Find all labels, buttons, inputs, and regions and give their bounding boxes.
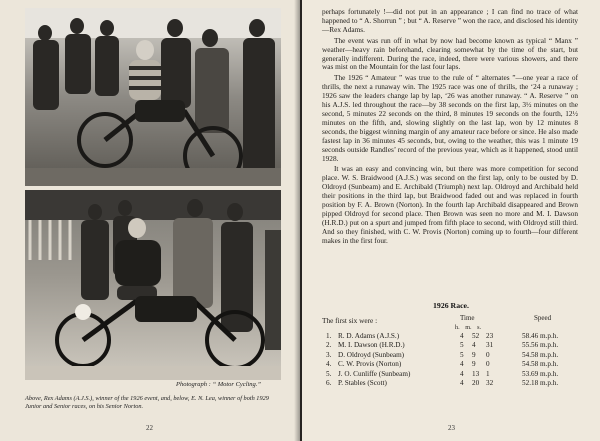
result-speed: 54.58 m.p.h. xyxy=(522,360,559,369)
result-seconds: 0 xyxy=(486,360,490,369)
paragraph-4: It was an easy and convincing win, but there was more competition for second place. W. S. Braidwood (A.J.S.) was second on the first lap, only to be ousted by D. Oldroyd (Sunbeam) and E. Archibald (Triumph) next lap. Oldroyd and Archibald held their positions in the third lap, but Braidwood faded out and was replaced in fourth position by F. A. Brown (Norton). In the fourth lap Archibald disappeared and Brown pipped Oldroyd for second place. Then Brown was seen no more and M. I. Dawson (H.R.D.) put on a spurt and jumped from fifth place to second, with Oldroyd still third. And so they finished, with C. W. Provis (Norton) coming up to fourth—four different makes in the first four. xyxy=(322,164,578,245)
time-units-header: h. m. s. xyxy=(455,324,482,331)
table-row xyxy=(326,332,586,341)
result-minutes: 13 xyxy=(472,369,480,378)
result-rider: P. Stables (Scott) xyxy=(338,378,387,387)
result-hours: 4 xyxy=(460,332,464,340)
result-speed: 52.18 m.p.h. xyxy=(522,378,559,387)
paragraph-2: The event was run off in what by now had become known as typical “ Manx ” weather—heavy rain beforehand, clearing somewhat by the time of the start, but generally indifferent. During the race, indeed, there were various showers, and there was mist on the Mountain for the last four laps. xyxy=(322,35,578,72)
result-position: 5. xyxy=(326,369,332,378)
result-rider: C. W. Provis (Norton) xyxy=(338,360,402,369)
result-position: 4. xyxy=(326,360,332,369)
result-hours: 4 xyxy=(460,378,464,387)
time-header: Time xyxy=(460,314,475,322)
result-hours: 4 xyxy=(460,369,464,378)
photo-rex-adams-image xyxy=(25,8,281,186)
photo-caption: Above, Rex Adams (A.J.S.), winner of the 1926 event, and, below, E. N. Lea, winner of both 1929 Junior and Senior races, on his Senior Norton. xyxy=(25,395,269,411)
result-seconds: 1 xyxy=(486,369,490,378)
result-seconds: 0 xyxy=(486,350,490,359)
result-minutes: 9 xyxy=(472,350,476,359)
result-rider: J. O. Cunliffe (Sunbeam) xyxy=(338,369,411,378)
photo-credit: Photograph : “ Motor Cycling.” xyxy=(176,381,262,388)
result-seconds: 31 xyxy=(486,341,494,350)
photo-nl-lea-image xyxy=(25,190,281,380)
photo-rex-adams xyxy=(25,8,281,186)
result-hours: 4 xyxy=(460,360,464,369)
table-row xyxy=(326,370,586,379)
result-minutes: 52 xyxy=(472,332,480,340)
result-position: 1. xyxy=(326,332,332,340)
result-speed: 58.46 m.p.h. xyxy=(522,332,559,340)
result-seconds: 32 xyxy=(486,378,494,387)
table-row xyxy=(326,360,586,369)
result-speed: 55.56 m.p.h. xyxy=(522,341,559,350)
result-position: 2. xyxy=(326,341,332,350)
result-minutes: 9 xyxy=(472,360,476,369)
result-hours: 5 xyxy=(460,350,464,359)
result-rider: R. D. Adams (A.J.S.) xyxy=(338,332,400,340)
result-position: 6. xyxy=(326,378,332,387)
table-row xyxy=(326,341,586,350)
result-speed: 53.69 m.p.h. xyxy=(522,369,559,378)
body-text xyxy=(322,8,578,246)
result-position: 3. xyxy=(326,350,332,359)
result-rider: M. I. Dawson (H.R.D.) xyxy=(338,341,405,350)
right-page xyxy=(302,0,600,441)
result-rider: D. Oldroyd (Sunbeam) xyxy=(338,350,405,359)
page-number-right: 23 xyxy=(448,424,455,432)
race-title: 1926 Race. xyxy=(433,301,469,310)
paragraph-1: perhaps fortunately !—did not put in an appearance ; I can find no trace of what happened to “ A. Shorrun ” ; but “ A. Reserve ” won the race, and disclosed his identity—Rex Adams. xyxy=(322,7,578,34)
result-seconds: 23 xyxy=(486,332,494,340)
results-table xyxy=(326,332,586,388)
result-hours: 5 xyxy=(460,341,464,350)
table-row xyxy=(326,379,586,388)
page-number-left: 22 xyxy=(146,424,153,432)
speed-header: Speed xyxy=(534,314,552,322)
paragraph-3: The 1926 “ Amateur ” was true to the rule of “ alternates ”—one year a race of thrills, the next a runaway win. The 1925 race was one of thrills, the ‘24 a runaway ; 1926 saw the leaders change lap by lap, ‘26 was another runaway. “ A. Reserve ” on his A.J.S. led throughout the race—by 38 seconds on the first lap, 3½ minutes on the second, 5 minutes 22 seconds on the third, 8 minutes 19 seconds on the fourth, 12½ minutes on the fifth, and, slowing slightly on the last lap, won by 12 minutes 8 seconds, the biggest winning margin of any amateur race before or since. He also made fastest lap in 36 minutes 45 seconds, but, owing to the weather, this was 1 minute 19 seconds outside Randles’ record of the previous year, which as it happened, stood until 1928. xyxy=(322,73,578,163)
result-minutes: 20 xyxy=(472,378,480,387)
result-speed: 54.58 m.p.h. xyxy=(522,350,559,359)
table-row xyxy=(326,351,586,360)
result-minutes: 4 xyxy=(472,341,476,350)
photo-nl-lea xyxy=(25,190,281,380)
first-six-label: The first six were : xyxy=(322,316,378,325)
